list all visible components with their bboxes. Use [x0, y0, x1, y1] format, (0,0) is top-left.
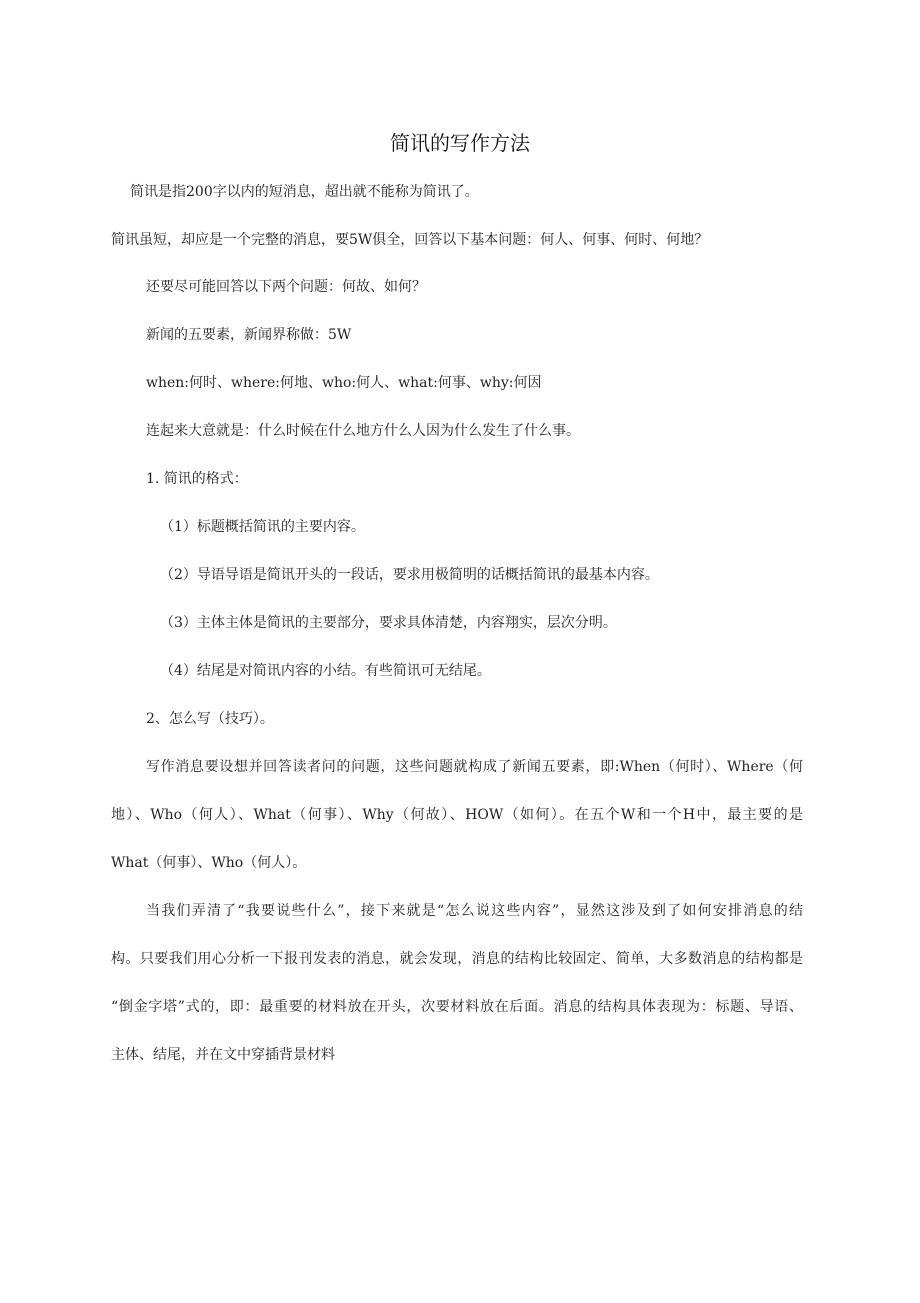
format-item-2: （2）导语导语是简讯开头的一段话，要求用极简明的话概括简讯的最基本内容。	[160, 567, 659, 583]
five-elements-line: 新闻的五要素，新闻界称做：5W	[146, 327, 352, 343]
meaning-line: 连起来大意就是：什么时候在什么地方什么人因为什么发生了什么事。	[146, 423, 580, 439]
format-item-1: （1）标题概括简讯的主要内容。	[160, 519, 365, 535]
paragraph2-line3: “倒金字塔”式的，即：最重要的材料放在开头，次要材料放在后面。消息的结构具体表现为：标题、导语、	[111, 999, 803, 1015]
section2-heading: 2、怎么写（技巧）。	[146, 711, 274, 727]
paragraph1-line2: 地）、Who（何人）、What（何事）、Why（何故）、HOW（如何）。在五个W和一个H中，最主要的是	[111, 807, 803, 823]
format-item-4: （4）结尾是对简讯内容的小结。有些简讯可无结尾。	[160, 663, 491, 679]
extra-questions-line: 还要尽可能回答以下两个问题：何故、如何？	[146, 279, 426, 295]
paragraph2-line4: 主体、结尾，并在文中穿插背景材料	[111, 1047, 335, 1063]
format-item-3: （3）主体主体是简讯的主要部分，要求具体清楚，内容翔实，层次分明。	[160, 615, 617, 631]
section1-heading: 1. 简讯的格式：	[146, 471, 248, 487]
intro-line: 简讯是指200字以内的短消息，超出就不能称为简讯了。	[130, 184, 479, 200]
five-w-list-line: when:何时、where:何地、who:何人、what:何事、why:何因	[146, 375, 542, 391]
paragraph1-line3: What（何事）、Who（何人）。	[111, 855, 307, 871]
document-title: 简讯的写作方法	[390, 131, 530, 155]
paragraph1-line1: 写作消息要设想并回答读者问的问题，这些问题就构成了新闻五要素，即:When（何时）、Where（何	[146, 759, 803, 775]
paragraph2-line1: 当我们弄清了“我要说些什么”，接下来就是“怎么说这些内容”，显然这涉及到了如何安排消息的结	[146, 903, 803, 919]
basic-questions-line: 简讯虽短，却应是一个完整的消息，要5W俱全，回答以下基本问题：何人、何事、何时、何地？	[111, 232, 709, 248]
paragraph2-line2: 构。只要我们用心分析一下报刊发表的消息，就会发现，消息的结构比较固定、简单，大多数消息的结构都是	[111, 951, 803, 967]
